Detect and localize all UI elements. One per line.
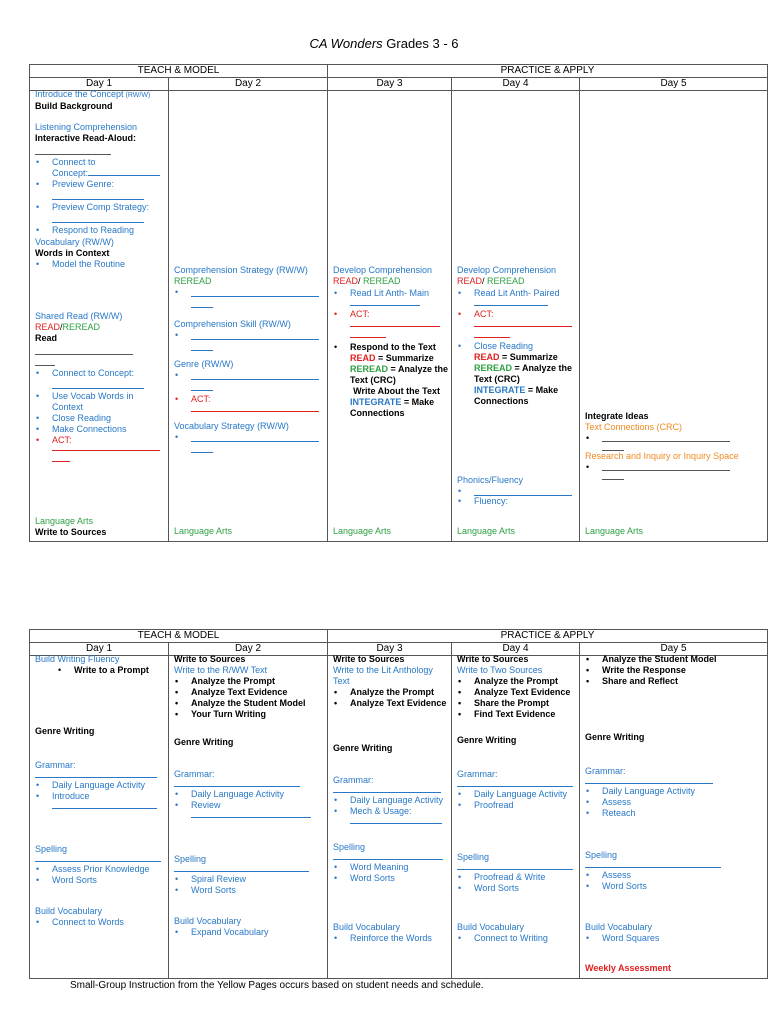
word-sorts: Word Sorts (52, 875, 97, 885)
word-sorts: Word Sorts (602, 881, 647, 891)
assess-prior-knowledge: Assess Prior Knowledge (52, 864, 150, 874)
make-connections: Make Connections (52, 424, 127, 434)
day1-header: Day 1 (30, 78, 169, 91)
concept-label: Concept: (52, 168, 89, 178)
daily-language-activity: Daily Language Activity (52, 780, 146, 790)
word-squares: Word Squares (602, 933, 660, 943)
practice-apply-header: PRACTICE & APPLY (328, 65, 768, 78)
analyze-student-model: Analyze the Student Model (602, 654, 717, 664)
write-response: Write the Response (602, 665, 686, 675)
weekly-assessment: Weekly Assessment (585, 963, 672, 973)
blank-line (35, 144, 111, 155)
expand-vocabulary: Expand Vocabulary (191, 927, 269, 937)
read-label: READ (35, 322, 61, 332)
read-label: READ (474, 352, 500, 362)
analyze-text: = Analyze the Text (CRC) (350, 364, 448, 385)
day5-header: Day 5 (580, 643, 768, 656)
word-meaning: Word Meaning (350, 862, 409, 872)
language-arts: Language Arts (585, 526, 644, 536)
integrate-ideas: Integrate Ideas (585, 411, 649, 421)
daily-language-activity: Daily Language Activity (350, 795, 444, 805)
spiral-review: Spiral Review (191, 874, 247, 884)
genre-writing: Genre Writing (585, 732, 645, 742)
connect-to: Connect to (52, 157, 96, 167)
t2-day5-cell (580, 656, 768, 979)
language-arts: Language Arts (457, 526, 516, 536)
vocabulary-strategy: Vocabulary Strategy (174, 421, 255, 431)
footer-note: Small-Group Instruction from the Yellow Pages occurs based on student needs and schedule. (70, 980, 484, 991)
reread-label: REREAD (363, 276, 401, 286)
genre-writing: Genre Writing (457, 735, 517, 745)
close-reading: Close Reading (52, 413, 112, 423)
day5-header: Day 5 (580, 78, 768, 91)
build-vocabulary: Build Vocabulary (585, 922, 653, 932)
t2-day2-cell (169, 656, 328, 979)
act-label: ACT: (191, 394, 211, 404)
interactive-read-aloud: Interactive Read-Aloud: (35, 133, 137, 143)
connect-to-words: Connect to Words (52, 917, 124, 927)
review: Review (191, 800, 221, 810)
title-rest: Grades 3 - 6 (382, 36, 459, 51)
day3-header: Day 3 (328, 78, 452, 91)
t1-day1-cell: Introduce the Concept (RW/W) Build Background Listening Comprehension Interactive Read-Aloud: • Connect to Concept: • Preview Genre: • Preview Comp Strategy: • Respond to Reading Vocabulary (RW/W) Words in Context • Model the Routine Shared Read (RW/W) READ/REREAD Read • Connect to Concept: • Use Vocab Words in Context • Close Reading • Make Connections • ACT: Language Arts Write to Sources (30, 91, 169, 542)
rw-tag: (RW/W) (88, 311, 123, 321)
writing-plan-table (29, 629, 768, 979)
grammar-label: Grammar: (333, 775, 374, 785)
write-to-lit-anthology: Write to the Lit Anthology Text (333, 665, 433, 686)
integrate-label: INTEGRATE (350, 397, 402, 407)
comprehension-strategy: Comprehension Strategy (174, 265, 274, 275)
vocabulary-heading: Vocabulary (35, 237, 80, 247)
analyze-student-model: Analyze the Student Model (191, 698, 306, 708)
t2-day3-cell (328, 656, 452, 979)
genre-writing: Genre Writing (333, 743, 393, 753)
day1-header: Day 1 (30, 643, 169, 656)
analyze-text: = Analyze the Text (CRC) (474, 363, 572, 384)
make-connections: = Make Connections (474, 385, 559, 406)
build-vocabulary: Build Vocabulary (35, 906, 103, 916)
introduce-concept: Introduce the Concept (35, 89, 124, 99)
preview-genre: Preview Genre: (52, 179, 115, 189)
integrate-label: INTEGRATE (474, 385, 526, 395)
reread-label: REREAD (62, 322, 101, 332)
spelling-label: Spelling (174, 854, 207, 864)
analyze-text-evidence: Analyze Text Evidence (350, 698, 447, 708)
use-vocab-words: Use Vocab Words in Context (52, 391, 134, 412)
respond-to-reading: Respond to Reading (52, 225, 135, 235)
day4-header: Day 4 (452, 643, 580, 656)
rw-tag: (RW/W) (256, 319, 291, 329)
grammar-label: Grammar: (35, 760, 76, 770)
act-label: ACT: (474, 309, 494, 319)
t2-day1-cell (30, 656, 169, 979)
build-writing-fluency: Build Writing Fluency (35, 654, 120, 664)
genre-writing: Genre Writing (174, 737, 234, 747)
act-label: ACT: (350, 309, 370, 319)
write-to-rww-text: Write to the R/WW Text (174, 665, 268, 675)
read-lit-anth-paired: Read Lit Anth- Paired (474, 288, 560, 298)
reading-plan-table (29, 64, 768, 542)
connect-to-writing: Connect to Writing (474, 933, 548, 943)
word-sorts: Word Sorts (191, 885, 236, 895)
respond-to-text: Respond to the Text (350, 342, 436, 352)
listening-comprehension: Listening Comprehension (35, 122, 138, 132)
proofread-write: Proofread & Write (474, 872, 546, 882)
reread-label: REREAD (350, 364, 389, 374)
daily-language-activity: Daily Language Activity (474, 789, 568, 799)
build-background: Build Background (35, 101, 113, 111)
proofread: Proofread (474, 800, 514, 810)
find-text-evidence: Find Text Evidence (474, 709, 556, 719)
day2-header: Day 2 (169, 78, 328, 91)
daily-language-activity: Daily Language Activity (191, 789, 285, 799)
practice-apply-header: PRACTICE & APPLY (328, 630, 768, 643)
reread-label: REREAD (474, 363, 513, 373)
spelling-label: Spelling (457, 852, 490, 862)
genre-writing: Genre Writing (35, 726, 95, 736)
share-reflect: Share and Reflect (602, 676, 679, 686)
word-sorts: Word Sorts (350, 873, 395, 883)
develop-comprehension: Develop Comprehension (457, 265, 557, 275)
genre-heading: Genre (174, 359, 200, 369)
model-routine: Model the Routine (52, 259, 126, 269)
analyze-text-evidence: Analyze Text Evidence (474, 687, 571, 697)
read-text: Read (35, 333, 58, 343)
t2-day4-cell (452, 656, 580, 979)
write-to-sources: Write to Sources (35, 527, 107, 537)
write-to-sources: Write to Sources (333, 654, 405, 664)
text-connections: Text Connections (CRC) (585, 422, 683, 432)
t1-day5-cell (580, 91, 768, 542)
assess: Assess (602, 797, 632, 807)
reteach: Reteach (602, 808, 636, 818)
t1-day4-cell: Develop Comprehension READ/ REREAD • Read Lit Anth- Paired • ACT: • Close Reading READ = Summarize REREAD = Analyze the Text (CRC) INTEGRATE = Make Connections Phonics/Fluency • • Fluency: Language Arts (452, 91, 580, 542)
analyze-prompt: Analyze the Prompt (350, 687, 435, 697)
mech-usage: Mech & Usage: (350, 806, 412, 816)
build-vocabulary: Build Vocabulary (174, 916, 242, 926)
summarize-text: = Summarize (499, 352, 558, 362)
analyze-prompt: Analyze the Prompt (474, 676, 559, 686)
grammar-label: Grammar: (457, 769, 498, 779)
assess: Assess (602, 870, 632, 880)
connect-to-concept: Connect to Concept: (52, 368, 135, 378)
teach-model-header: TEACH & MODEL (30, 65, 328, 78)
language-arts: Language Arts (333, 526, 392, 536)
shared-read: Shared Read (35, 311, 89, 321)
write-to-sources: Write to Sources (457, 654, 529, 664)
reinforce-words: Reinforce the Words (350, 933, 432, 943)
spelling-label: Spelling (585, 850, 618, 860)
grammar-label: Grammar: (585, 766, 626, 776)
write-about-text: Write About the Text (353, 386, 440, 396)
develop-comprehension: Develop Comprehension (333, 265, 433, 275)
teach-model-header: TEACH & MODEL (30, 630, 328, 643)
build-vocabulary: Build Vocabulary (457, 922, 525, 932)
close-reading: Close Reading (474, 341, 534, 351)
read-label: READ (333, 276, 359, 286)
reread-label: REREAD (174, 276, 212, 286)
write-to-two-sources: Write to Two Sources (457, 665, 543, 675)
reread-label: REREAD (487, 276, 525, 286)
analyze-text-evidence: Analyze Text Evidence (191, 687, 288, 697)
spelling-label: Spelling (333, 842, 366, 852)
research-inquiry: Research and Inquiry or Inquiry Space (585, 451, 739, 461)
t1-day2-cell (169, 91, 328, 542)
rw-tag: (RW/W) (199, 359, 234, 369)
phonics-fluency: Phonics/Fluency (457, 475, 524, 485)
fluency-label: Fluency: (474, 496, 509, 506)
read-label: READ (350, 353, 376, 363)
day4-header: Day 4 (452, 78, 580, 91)
daily-language-activity: Daily Language Activity (602, 786, 696, 796)
your-turn-writing: Your Turn Writing (191, 709, 266, 719)
share-prompt: Share the Prompt (474, 698, 550, 708)
day3-header: Day 3 (328, 643, 452, 656)
word-sorts: Word Sorts (474, 883, 519, 893)
rw-tag: (RW/W) (79, 237, 114, 247)
language-arts: Language Arts (174, 526, 233, 536)
write-to-prompt: Write to a Prompt (74, 665, 149, 675)
introduce: Introduce (52, 791, 90, 801)
build-vocabulary: Build Vocabulary (333, 922, 401, 932)
words-in-context: Words in Context (35, 248, 110, 258)
rw-tag: (RW/W) (273, 265, 308, 275)
preview-comp-strategy: Preview Comp Strategy: (52, 202, 150, 212)
make-connections: = Make Connections (350, 397, 435, 418)
summarize-text: = Summarize (375, 353, 434, 363)
grammar-label: Grammar: (174, 769, 215, 779)
t1-day3-cell: Develop Comprehension READ/ REREAD • Read Lit Anth- Main • ACT: • Respond to the Text READ = Summarize REREAD = Analyze the Text (CRC) Write About the Text INTEGRATE = Make Connections Language Arts (328, 91, 452, 542)
analyze-prompt: Analyze the Prompt (191, 676, 276, 686)
rw-tag: (RW/W) (254, 421, 289, 431)
read-label: READ (457, 276, 483, 286)
rw-tag: (RW/W) (123, 92, 151, 99)
read-lit-anth-main: Read Lit Anth- Main (350, 288, 430, 298)
title-italic: CA Wonders (309, 36, 383, 51)
write-to-sources: Write to Sources (174, 654, 246, 664)
spelling-label: Spelling (35, 844, 68, 854)
act-label: ACT: (52, 435, 72, 445)
language-arts: Language Arts (35, 516, 94, 526)
day2-header: Day 2 (169, 643, 328, 656)
comprehension-skill: Comprehension Skill (174, 319, 257, 329)
page-title (0, 36, 768, 51)
